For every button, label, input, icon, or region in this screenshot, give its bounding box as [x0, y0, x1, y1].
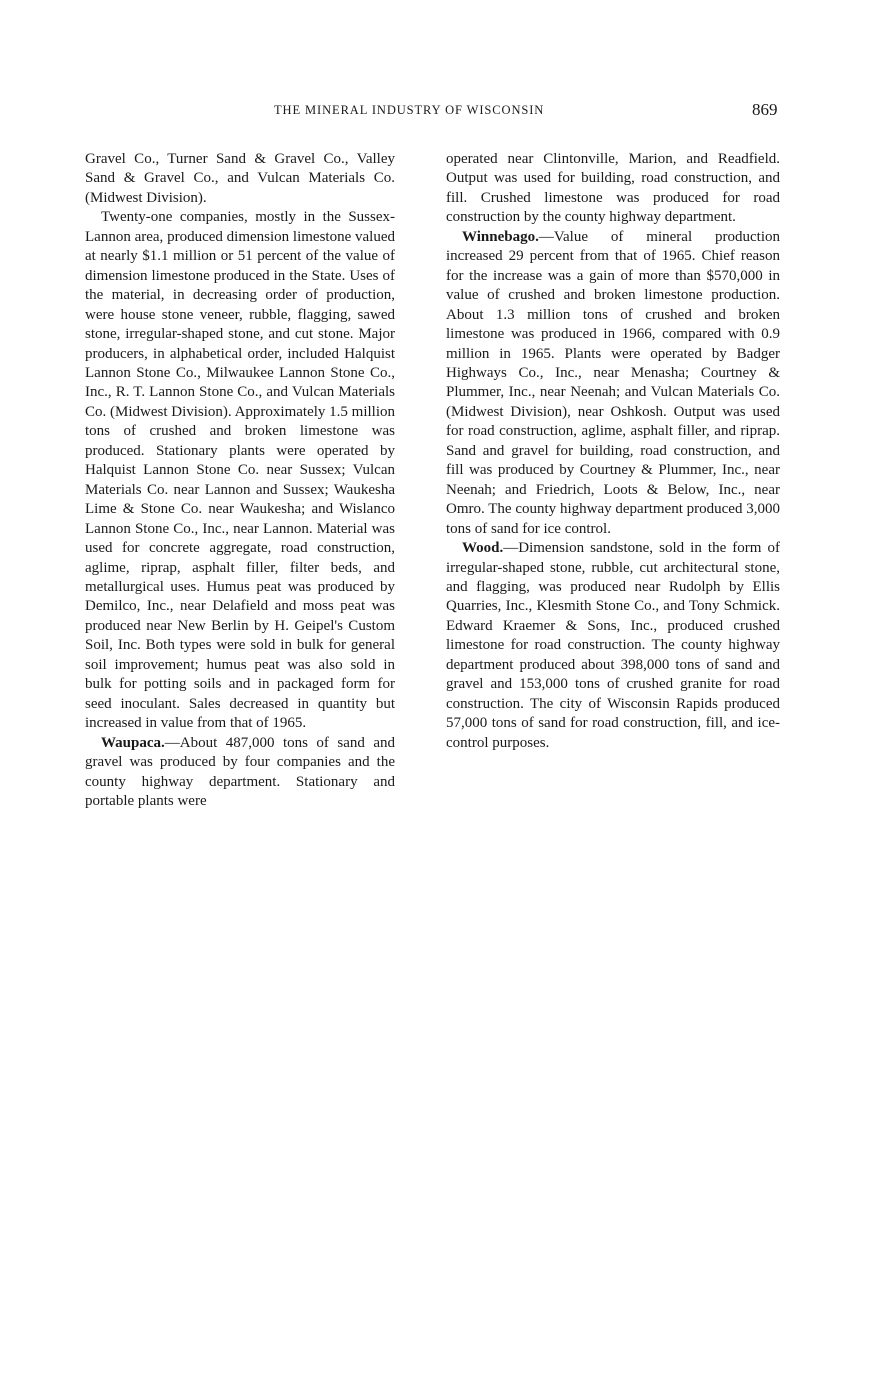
county-heading-wood: Wood.: [462, 540, 504, 557]
paragraph-winnebago: [446, 228, 780, 539]
paragraph-wood: [446, 539, 780, 753]
paragraph-winnebago-text: —Value of mineral production increased 29 percent from that of 1965. Chief reason for the increase was a gain of more than $570,000 in value of crushed and broken limestone production. About 1.3 million tons of crushed and broken limestone was produced in 1966, compared with 0.9 million in 1965. Plants were operated by Badger Highways Co., Inc., near Menasha; Courtney & Plummer, Inc., near Neenah; and Vulcan Materials Co. (Midwest Division), near Oshkosh. Output was used for road construction, aglime, asphalt filler, and riprap. Sand and gravel for building, road construction, and fill was produced by Courtney & Plummer, Inc., near Neenah; and Friedrich, Loots & Below, Inc., near Omro. The county highway department produced 3,000 tons of sand for ice control.: [446, 228, 780, 537]
county-heading-winnebago: Winnebago.: [462, 228, 539, 245]
paragraph-wood-text: —Dimension sandstone, sold in the form of irregular-shaped stone, rubble, cut architectural stone, and flagging, was produced near Rudolph by Ellis Quarries, Inc., Klesmith Stone Co., and Tony Schmick. Edward Kraemer & Sons, Inc., produced crushed limestone for road construction. The county highway department produced about 398,000 tons of sand and gravel and 153,000 tons of crushed granite for road construction. The city of Wisconsin Rapids produced 57,000 tons of sand for road construction, fill, and ice-control purposes.: [446, 540, 780, 751]
paragraph-waupaca-continuation: operated near Clintonville, Marion, and Readfield. Output was used for building, road construction, and fill. Crushed limestone was produced for road construction by the county highway department.: [446, 151, 780, 226]
page-number: 869: [752, 100, 778, 119]
paragraph-waupaca: [85, 734, 395, 812]
county-heading-waupaca: Waupaca.: [101, 734, 165, 751]
running-head: THE MINERAL INDUSTRY OF WISCONSIN: [274, 103, 545, 117]
left-column: [85, 150, 395, 811]
paragraph-waukesha-limestone: Twenty-one companies, mostly in the Sussex-Lannon area, produced dimension limestone valued at nearly $1.1 million or 51 percent of the value of dimension limestone produced in the State. Uses of the material, in decreasing order of production, were house stone veneer, rubble, flagging, sawed stone, irregular-shaped stone, and cut stone. Major producers, in alphabetical order, included Halquist Lannon Stone Co., Milwaukee Lannon Stone Co., Inc., R. T. Lannon Stone Co., and Vulcan Materials Co. (Midwest Division). Approximately 1.5 million tons of crushed and broken limestone was produced. Stationary plants were operated by Halquist Lannon Stone Co. near Sussex; Vulcan Materials Co. near Lannon and Sussex; Waukesha Lime & Stone Co. near Waukesha; and Wislanco Lannon Stone Co., Inc., near Lannon. Material was used for concrete aggregate, road construction, aglime, riprap, asphalt filler, filter beds, and metallurgical uses. Humus peat was produced by Demilco, Inc., near Delafield and moss peat was produced near New Berlin by H. Geipel's Custom Soil, Inc. Both types were sold in bulk for general soil improvement; humus peat was also sold in bulk for potting soils and in packaged form for seed inoculant. Sales decreased in quantity but increased in value from that of 1965.: [85, 209, 395, 732]
right-column: [446, 150, 780, 753]
paragraph-gravel-continuation: Gravel Co., Turner Sand & Gravel Co., Valley Sand & Gravel Co., and Vulcan Materials Co. (Midwest Division).: [85, 151, 395, 206]
paragraph-waupaca-text: —About 487,000 tons of sand and gravel was produced by four companies and the county highway department. Stationary and portable plants were: [85, 734, 395, 809]
